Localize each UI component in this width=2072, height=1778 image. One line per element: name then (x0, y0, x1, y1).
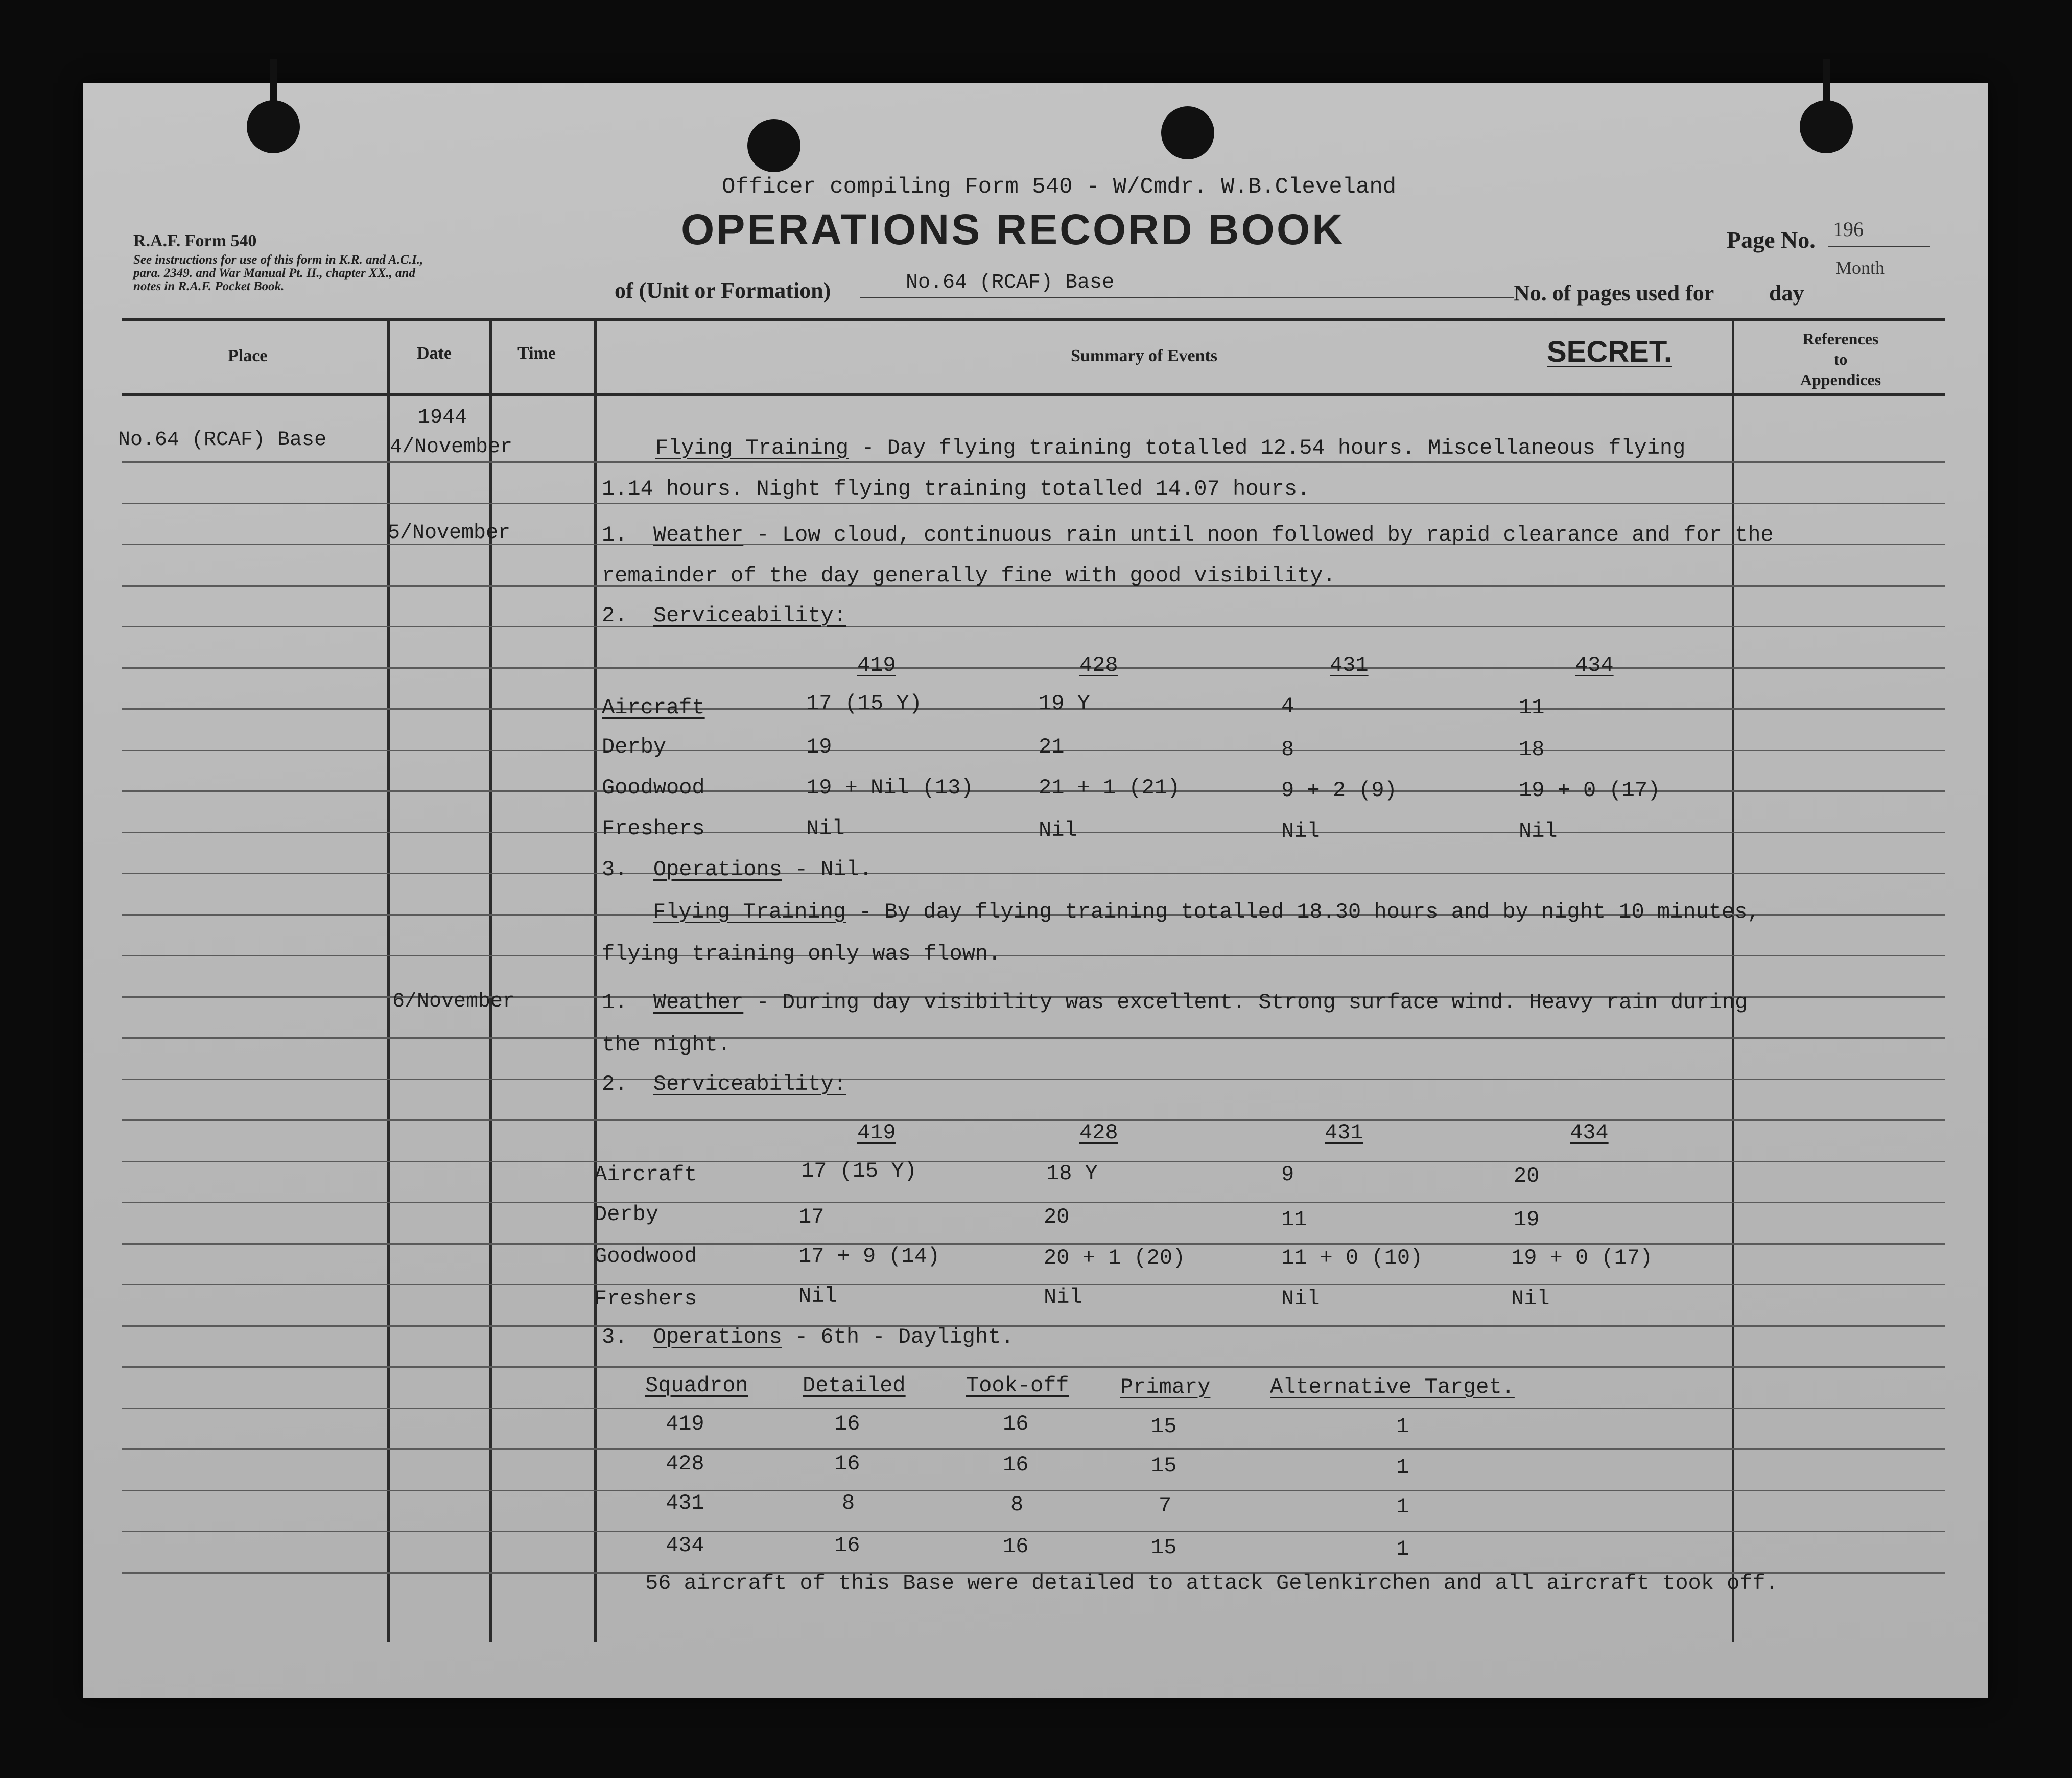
page-number-label: Page No. (1727, 227, 1816, 253)
ops-table-cell: 1 (1396, 1494, 1409, 1519)
page-number-value: 196 (1833, 218, 1864, 241)
table-cell: 11 + 0 (10) (1281, 1246, 1423, 1270)
ruled-line (122, 1325, 1945, 1327)
column-header-references: References (1802, 330, 1879, 348)
binder-hole (247, 100, 300, 153)
squadron-header: 434 (1575, 653, 1614, 677)
ruled-line (122, 832, 1945, 833)
unit-label: of (Unit or Formation) (615, 278, 831, 303)
ops-table-cell: 1 (1396, 1414, 1409, 1439)
ops-table-header: Took-off (966, 1373, 1069, 1398)
table-cell: 8 (1281, 737, 1294, 762)
column-header-references: Appendices (1800, 370, 1881, 389)
table-cell: Nil (1511, 1286, 1550, 1311)
table-cell: 21 (1039, 735, 1065, 759)
row-label: Goodwood (594, 1244, 697, 1269)
table-cell: Nil (1281, 1286, 1320, 1311)
binder-hole (747, 119, 800, 172)
ruled-line (122, 1202, 1945, 1203)
squadron-header: 419 (857, 1120, 896, 1145)
date-entry: 4/November (390, 436, 513, 459)
table-cell: 9 (1281, 1162, 1294, 1187)
form-instructions: notes in R.A.F. Pocket Book. (133, 279, 285, 293)
table-cell: 19 + Nil (13) (806, 776, 974, 800)
ops-table-cell: 8 (842, 1491, 855, 1515)
row-label: Goodwood (602, 776, 705, 800)
ops-table-header: Detailed (803, 1373, 906, 1398)
ruled-line (122, 1531, 1945, 1532)
table-cell: Nil (806, 816, 845, 841)
ruled-line (122, 1079, 1945, 1080)
summary-line: Flying Training - Day flying training totalled 12.54 hours. Miscellaneous flying (655, 436, 1686, 460)
table-cell: Nil (1039, 818, 1077, 843)
table-cell: 4 (1281, 694, 1294, 718)
table-cell: Nil (1519, 819, 1558, 844)
page-title: OPERATIONS RECORD BOOK (681, 205, 1345, 253)
ops-table-cell: 16 (834, 1412, 860, 1436)
table-cell: 19 + 0 (17) (1511, 1246, 1653, 1270)
table-cell: 17 (798, 1205, 825, 1229)
table-cell: 20 (1514, 1164, 1540, 1188)
pages-used-label: No. of pages used for (1514, 280, 1714, 306)
ops-table-header: Alternative Target. (1270, 1375, 1515, 1399)
summary-line: Flying Training - By day flying training totalled 18.30 hours and by night 10 minutes, (653, 900, 1760, 924)
column-header-time: Time (517, 344, 556, 363)
row-label: Freshers (602, 816, 705, 841)
ops-table-cell: 15 (1151, 1535, 1177, 1560)
table-cell: 9 + 2 (9) (1281, 778, 1397, 803)
ops-table-cell: 16 (834, 1452, 860, 1476)
unit-value: No.64 (RCAF) Base (906, 271, 1115, 294)
table-cell: 11 (1519, 695, 1545, 720)
squadron-header: 428 (1079, 653, 1118, 677)
row-label: Derby (602, 735, 667, 759)
table-cell: 18 (1519, 737, 1545, 762)
ops-table-cell: 16 (1003, 1453, 1029, 1477)
pages-used-value: day (1769, 280, 1804, 306)
ops-table-cell: 419 (666, 1412, 704, 1436)
form-instructions: para. 2349. and War Manual Pt. II., chapter XX., and (133, 266, 415, 280)
place-entry: No.64 (RCAF) Base (118, 429, 327, 452)
summary-line: 3. Operations - Nil. (602, 857, 873, 882)
ops-table-cell: 1 (1396, 1537, 1409, 1561)
ops-table-cell: 16 (834, 1533, 860, 1558)
ops-table-cell: 7 (1159, 1493, 1172, 1518)
ops-table-cell: 1 (1396, 1455, 1409, 1480)
column-header-references: to (1833, 350, 1848, 368)
squadron-header: 431 (1325, 1120, 1363, 1145)
ops-table-header: Primary (1120, 1375, 1211, 1399)
ops-table-cell: 15 (1151, 1454, 1177, 1478)
binder-hole (1161, 106, 1214, 159)
squadron-header: 431 (1330, 653, 1369, 677)
table-cell: Nil (1281, 819, 1320, 844)
ruled-line (122, 1448, 1945, 1450)
ruled-line (122, 1037, 1945, 1039)
month-label: Month (1835, 258, 1885, 278)
ruled-line (122, 750, 1945, 751)
table-cell: 17 (15 Y) (801, 1159, 917, 1183)
summary-line: 1. Weather - During day visibility was excellent. Strong surface wind. Heavy rain during (602, 990, 1748, 1015)
column-header-date: Date (417, 344, 452, 363)
row-label: Aircraft (602, 695, 705, 720)
ruled-line (122, 461, 1945, 463)
column-header-place: Place (228, 346, 268, 365)
ops-table-header: Squadron (645, 1373, 748, 1398)
form-instructions: See instructions for use of this form in K.R. and A.C.I., (133, 253, 423, 267)
table-cell: 17 + 9 (14) (798, 1244, 940, 1269)
ruled-line (122, 1490, 1945, 1491)
row-label: Derby (594, 1202, 659, 1227)
ops-table-cell: 434 (666, 1533, 704, 1558)
binder-hole (1800, 100, 1853, 153)
table-cell: 18 Y (1046, 1161, 1098, 1186)
ops-table-cell: 8 (1010, 1492, 1024, 1517)
ruled-line (122, 1161, 1945, 1162)
summary-line: 1.14 hours. Night flying training totalled 14.07 hours. (602, 477, 1310, 501)
ruled-line (122, 790, 1945, 792)
year-entry: 1944 (418, 406, 467, 429)
table-cell: 19 (806, 735, 832, 759)
table-cell: 19 Y (1039, 691, 1090, 716)
officer-compiling-line: Officer compiling Form 540 - W/Cmdr. W.B.Cleveland (722, 174, 1397, 200)
form-sheet (83, 83, 1988, 1698)
ruled-line (122, 667, 1945, 669)
form-name: R.A.F. Form 540 (133, 231, 257, 250)
ruled-line (122, 1119, 1945, 1121)
summary-line: the night. (602, 1033, 731, 1057)
ops-table-cell: 431 (666, 1491, 704, 1515)
ruled-line (122, 1408, 1945, 1409)
ruled-line (122, 955, 1945, 956)
ops-table-cell: 16 (1003, 1534, 1029, 1559)
table-cell: 20 (1044, 1205, 1070, 1229)
ruled-line (122, 1366, 1945, 1368)
summary-line: remainder of the day generally fine with good visibility. (602, 564, 1336, 588)
ruled-line (122, 1243, 1945, 1245)
table-cell: Nil (798, 1284, 837, 1308)
squadron-header: 428 (1079, 1120, 1118, 1145)
secret-stamp: SECRET. (1547, 335, 1672, 368)
ruled-line (122, 503, 1945, 504)
table-cell: 11 (1281, 1207, 1307, 1232)
table-cell: Nil (1044, 1285, 1082, 1309)
summary-line: 1. Weather - Low cloud, continuous rain until noon followed by rapid clearance and for the (602, 523, 1774, 547)
date-entry: 6/November (392, 990, 515, 1013)
squadron-header: 419 (857, 653, 896, 677)
ops-table-cell: 16 (1003, 1412, 1029, 1436)
table-cell: 19 (1514, 1207, 1540, 1232)
table-cell: 19 + 0 (17) (1519, 778, 1661, 803)
summary-line: 2. Serviceability: (602, 603, 846, 628)
summary-line: flying training only was flown. (602, 942, 1001, 966)
squadron-header: 434 (1570, 1120, 1609, 1145)
summary-line: 56 aircraft of this Base were detailed to attack Gelenkirchen and all aircraft took off. (645, 1571, 1778, 1596)
table-cell: 17 (15 Y) (806, 691, 922, 716)
table-cell: 20 + 1 (20) (1044, 1246, 1186, 1270)
ruled-line (122, 708, 1945, 710)
summary-line: 2. Serviceability: (602, 1072, 846, 1096)
summary-line: 3. Operations - 6th - Daylight. (602, 1325, 1014, 1349)
ruled-line (122, 873, 1945, 874)
ops-table-cell: 428 (666, 1452, 704, 1476)
ruled-line (122, 626, 1945, 627)
table-cell: 21 + 1 (21) (1039, 776, 1181, 800)
row-label: Aircraft (594, 1162, 697, 1187)
ops-table-cell: 15 (1151, 1414, 1177, 1439)
row-label: Freshers (594, 1286, 697, 1311)
date-entry: 5/November (388, 522, 511, 545)
ruled-line (122, 1284, 1945, 1285)
column-header-summary: Summary of Events (1071, 346, 1218, 365)
